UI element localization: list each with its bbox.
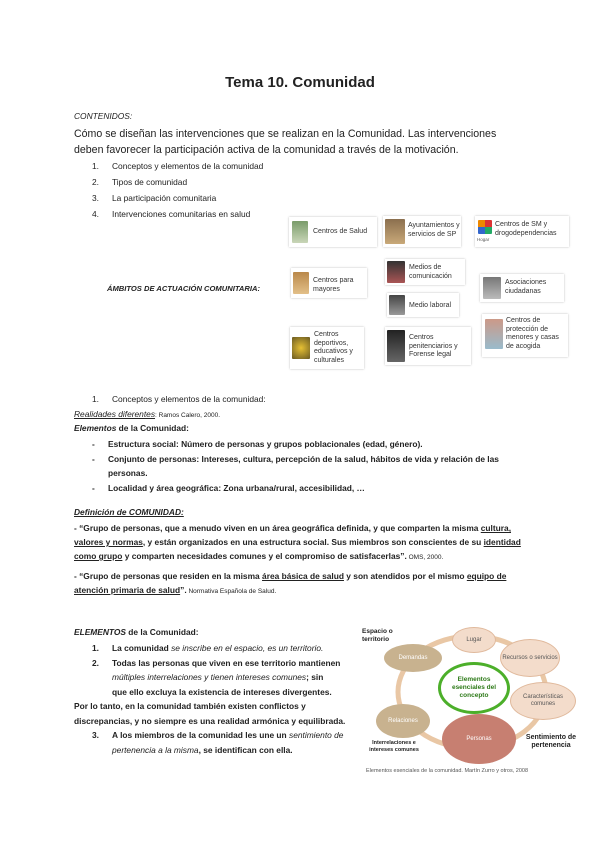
list-item-cont	[74, 670, 364, 685]
elementos-rest: de la Comunidad:	[116, 423, 189, 433]
definicion-normativa	[74, 569, 524, 599]
list-text: Tipos de comunidad	[112, 177, 188, 187]
def-source: Normativa Española de Salud.	[186, 588, 277, 595]
bullet-item	[92, 452, 532, 467]
def-text: y son atendidos por el mismo	[343, 571, 467, 581]
media-photo	[387, 261, 405, 283]
contents-list	[92, 158, 263, 222]
bullet-text: Conjunto de personas: Intereses, cultura, percepción de la salud, hábitos de vida y relación de las	[108, 453, 499, 464]
ambito-label: Centros de protección de menores y casas de acogida	[506, 317, 559, 350]
intro-line: deben favorecer la participación activa de la comunidad a través de la motivación.	[74, 144, 459, 156]
ambito-box-mayores	[291, 268, 367, 298]
def-text: - “Grupo de personas que residen en la misma	[74, 571, 263, 581]
ambito-label: Centros de SM y drogodependencias	[495, 221, 557, 237]
list-item	[92, 206, 263, 222]
def-text: - “Grupo de personas, que a menudo viven en un área geográfica definida, y que comparten la misma	[74, 523, 481, 533]
paragraph-line: discrepancias, y no siempre es una realidad armónica y equilibrada.	[74, 715, 346, 726]
ambito-box-centros-sm	[475, 216, 569, 247]
ambito-box-deportivos	[290, 327, 364, 369]
section-heading	[92, 393, 266, 406]
ambito-box-menores	[482, 314, 568, 357]
elementos-bullets	[92, 437, 532, 495]
list-text: Conceptos y elementos de la comunidad	[112, 161, 264, 171]
ambitos-label: ÁMBITOS DE ACTUACIÓN COMUNITARIA:	[107, 284, 260, 293]
bullet-mark: -	[92, 453, 95, 464]
item-italic: sentimiento de	[289, 730, 344, 740]
contents-label: CONTENIDOS:	[74, 111, 133, 121]
item-text: ; sin	[306, 672, 324, 682]
list-number: 3.	[92, 193, 99, 203]
item-italic: pertenencia a la misma	[112, 744, 199, 755]
diagram-label-espacio: Espacio o territorio	[362, 628, 393, 643]
ambito-label: Ayuntamientos y servicios de SP	[408, 222, 460, 238]
ambito-box-penitenciarios	[385, 327, 471, 365]
list-item	[74, 641, 364, 656]
ambito-label: Medio laboral	[409, 302, 452, 309]
ambito-label: Centros de Salud	[313, 228, 368, 235]
children-photo	[485, 319, 503, 349]
ambito-label: Medios de comunicación	[409, 264, 452, 280]
intro-line: Cómo se diseñan las intervenciones que se realizan en la Comunidad. Las intervenciones	[74, 128, 497, 140]
section-title: Conceptos y elementos de la comunidad:	[112, 394, 266, 404]
realidades-text: Realidades diferentes	[74, 409, 156, 419]
def-source: OMS, 2000.	[406, 554, 444, 561]
item-text: A los miembros de la comunidad les une un	[112, 730, 289, 740]
def-underlined: identidad	[483, 537, 521, 547]
definicion-oms	[74, 521, 524, 565]
sm-logo-icon	[478, 220, 492, 234]
list-number: 3.	[92, 730, 99, 740]
def-underlined: atención primaria de salud	[74, 585, 181, 595]
elements-diagram	[360, 622, 582, 778]
realidades-source: : Ramos Calero, 2000.	[155, 412, 221, 419]
bullet-item	[92, 437, 532, 452]
heading-rest: de la Comunidad:	[125, 627, 199, 637]
diagram-node-relaciones: Relaciones	[376, 704, 430, 738]
def-underlined: equipo de	[466, 571, 507, 581]
ambito-box-medios	[385, 259, 465, 285]
list-number: 1.	[92, 161, 99, 171]
list-item	[92, 158, 263, 174]
def-underlined: cultura,	[480, 523, 512, 533]
ambito-label: Centros penitenciarios y Forense legal	[409, 334, 458, 358]
list-number: 2.	[92, 177, 99, 187]
diagram-caption: Elementos esenciales de la comunidad. Martín Zurro y otros, 2008	[366, 768, 529, 774]
diagram-label-interrelaciones: Interrelaciones e intereses comunes	[369, 740, 419, 753]
elderly-photo	[293, 272, 309, 294]
list-item-cont	[74, 685, 364, 700]
ambito-label: Centros deportivos, educativos y culturales	[314, 331, 353, 364]
small-mark: Hogar	[477, 237, 490, 242]
list-text: La participación comunitaria	[112, 193, 217, 203]
ambito-box-asociaciones	[480, 274, 564, 302]
elementos-heading	[74, 422, 189, 435]
diagram-node-caracteristicas: Características comunes	[510, 682, 576, 720]
def-underlined: como grupo	[74, 551, 123, 561]
list-item	[92, 174, 263, 190]
definicion-label: Definición de COMUNIDAD:	[74, 507, 184, 517]
diagram-node-lugar: Lugar	[452, 627, 496, 653]
list-number: 2.	[92, 657, 99, 668]
def-underlined: área básica de salud	[262, 571, 344, 581]
elementos-comunidad-heading	[74, 626, 199, 639]
list-text: Intervenciones comunitarias en salud	[112, 209, 251, 219]
ambito-label: Centros para mayores	[313, 277, 354, 293]
item-text: , se identifican con ella.	[198, 744, 293, 755]
list-number: 1.	[92, 643, 99, 653]
health-center-photo	[292, 221, 308, 243]
bullet-text: personas.	[108, 468, 148, 478]
list-item	[74, 728, 364, 743]
bullet-mark: -	[92, 482, 95, 493]
ambito-box-ayuntamientos	[383, 216, 461, 247]
diagram-center: Elementos esenciales del concepto	[438, 662, 510, 714]
bullet-item	[92, 466, 532, 481]
sports-photo	[292, 337, 310, 359]
prison-photo	[387, 330, 405, 362]
workplace-photo	[389, 295, 405, 315]
diagram-node-demandas: Demandas	[384, 644, 442, 672]
item-italic: múltiples interrelaciones y tienen intereses comunes	[112, 672, 307, 682]
ambito-box-centros-salud	[289, 217, 377, 247]
list-item	[92, 190, 263, 206]
bullet-text: Estructura social: Número de personas y grupos poblacionales (edad, género).	[108, 439, 423, 449]
item-text: Todas las personas que viven en ese territorio mantienen	[112, 657, 341, 668]
ambito-box-laboral	[387, 293, 459, 317]
item-italic: se inscribe en el espacio, es un territorio.	[171, 643, 324, 653]
ambito-label: Asociaciones ciudadanas	[505, 279, 547, 295]
contents-intro	[74, 126, 544, 158]
elementos-label: Elementos	[74, 423, 117, 433]
def-text: ”.	[180, 585, 187, 595]
bullet-item	[92, 481, 532, 496]
diagram-node-recursos: Recursos o servicios	[500, 639, 560, 677]
def-text: , y están organizados en una estructura social. Sus miembros son conscientes de su	[142, 537, 484, 547]
bullet-mark: -	[92, 439, 95, 449]
diagram-node-personas: Personas	[442, 714, 516, 764]
elementos-list	[74, 641, 364, 757]
item-text: que ello excluya la existencia de intereses divergentes.	[112, 686, 332, 697]
section-number: 1.	[92, 394, 99, 404]
list-item	[74, 656, 364, 671]
association-photo	[483, 277, 501, 299]
heading-italic: ELEMENTOS	[74, 627, 126, 637]
town-hall-photo	[385, 219, 405, 244]
page-title: Tema 10. Comunidad	[225, 74, 375, 91]
paragraph-line: Por lo tanto, en la comunidad también existen conflictos y	[74, 701, 306, 711]
list-item-cont	[74, 743, 364, 758]
item-text: La comunidad	[112, 643, 172, 653]
list-number: 4.	[92, 209, 99, 219]
realidades-line	[74, 408, 220, 422]
bullet-text: Localidad y área geográfica: Zona urbana/rural, accesibilidad, …	[108, 482, 365, 493]
def-underlined: valores y normas	[74, 537, 143, 547]
diagram-label-sentimiento: Sentimiento de pertenencia	[525, 734, 577, 749]
def-text: y comparten necesidades comunes y el compromiso de satisfacerlas”.	[122, 551, 407, 561]
